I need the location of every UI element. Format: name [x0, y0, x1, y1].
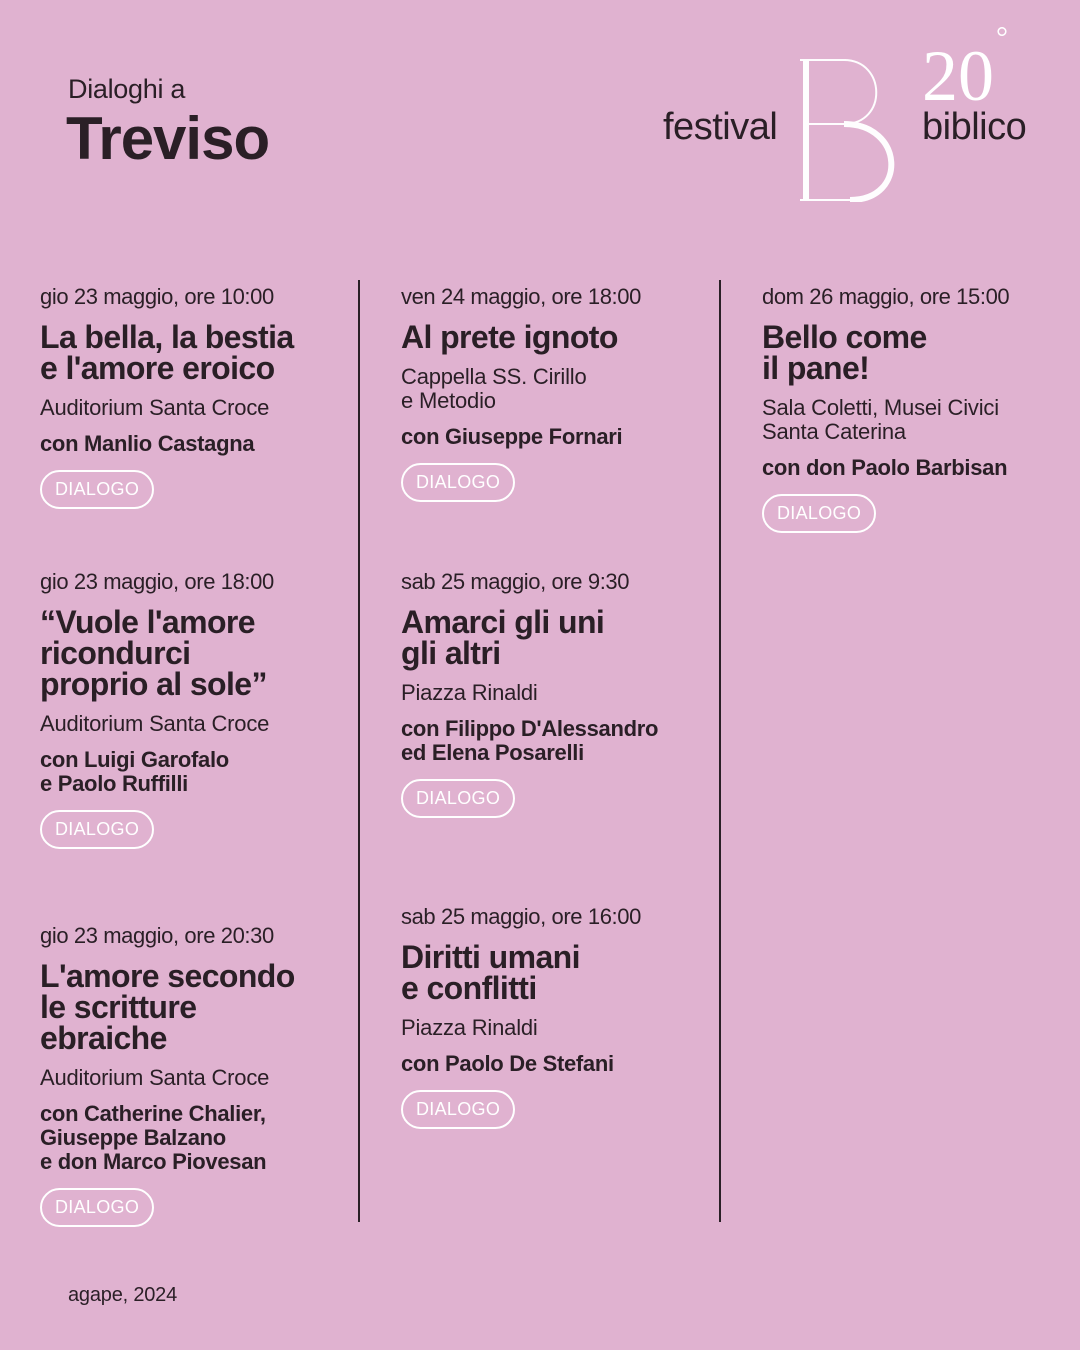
event-title: La bella, la bestia e l'amore eroico: [40, 319, 294, 386]
logo-word-biblico: biblico: [922, 106, 1027, 148]
logo-edition-number: 20°: [922, 21, 1008, 116]
event-location: Auditorium Santa Croce: [40, 711, 270, 736]
event-speakers: con Filippo D'Alessandro ed Elena Posarelli: [401, 716, 659, 765]
event-title: Diritti umani e conflitti: [401, 939, 580, 1006]
event-title: Amarci gli uni gli altri: [401, 604, 605, 671]
event-speakers: con Paolo De Stefani: [401, 1051, 614, 1076]
event-card: [40, 569, 340, 849]
event-date: sab 25 maggio, ore 16:00: [401, 904, 641, 929]
event-location: Piazza Rinaldi: [401, 680, 538, 705]
event-card: [40, 284, 340, 509]
event-location: Cappella SS. Cirillo e Metodio: [401, 364, 587, 413]
event-date: gio 23 maggio, ore 10:00: [40, 284, 274, 309]
column-divider: [358, 280, 360, 1222]
event-speakers: con Manlio Castagna: [40, 431, 255, 456]
event-date: gio 23 maggio, ore 18:00: [40, 569, 274, 594]
event-speakers: con Catherine Chalier, Giuseppe Balzano e don Marco Piovesan: [40, 1101, 267, 1174]
header-subtitle: Dialoghi a: [68, 74, 186, 104]
dialogo-badge[interactable]: DIALOGO: [40, 470, 154, 509]
event-speakers: con don Paolo Barbisan: [762, 455, 1008, 480]
dialogo-badge[interactable]: DIALOGO: [762, 494, 876, 533]
dialogo-badge[interactable]: DIALOGO: [40, 1188, 154, 1227]
event-card: [401, 904, 701, 1129]
page-title: Treviso: [66, 105, 270, 172]
event-location: Sala Coletti, Musei Civici Santa Caterina: [762, 395, 999, 444]
dialogo-badge[interactable]: DIALOGO: [40, 810, 154, 849]
event-card: [762, 284, 1062, 533]
event-date: sab 25 maggio, ore 9:30: [401, 569, 630, 594]
event-card: [401, 284, 701, 502]
event-title: Al prete ignoto: [401, 319, 618, 355]
event-speakers: con Luigi Garofalo e Paolo Ruffilli: [40, 747, 229, 796]
event-date: dom 26 maggio, ore 15:00: [762, 284, 1010, 309]
degree-sign: °: [996, 21, 1008, 54]
footer-theme-year: agape, 2024: [68, 1284, 178, 1306]
event-location: Auditorium Santa Croce: [40, 395, 270, 420]
event-location: Auditorium Santa Croce: [40, 1065, 270, 1090]
event-speakers: con Giuseppe Fornari: [401, 424, 623, 449]
event-title: Bello come il pane!: [762, 319, 927, 386]
event-card: [40, 923, 340, 1227]
event-date: gio 23 maggio, ore 20:30: [40, 923, 274, 948]
event-location: Piazza Rinaldi: [401, 1015, 538, 1040]
event-title: L'amore secondo le scritture ebraiche: [40, 958, 295, 1056]
event-title: “Vuole l'amore ricondurci proprio al sole”: [40, 604, 267, 702]
logo-letter-b: [798, 40, 910, 202]
dialogo-badge[interactable]: DIALOGO: [401, 1090, 515, 1129]
event-date: ven 24 maggio, ore 18:00: [401, 284, 641, 309]
logo-word-festival: festival: [663, 106, 778, 148]
event-card: [401, 569, 711, 818]
logo-b-mark: [798, 40, 910, 202]
dialogo-badge[interactable]: DIALOGO: [401, 779, 515, 818]
dialogo-badge[interactable]: DIALOGO: [401, 463, 515, 502]
column-divider: [719, 280, 721, 1222]
